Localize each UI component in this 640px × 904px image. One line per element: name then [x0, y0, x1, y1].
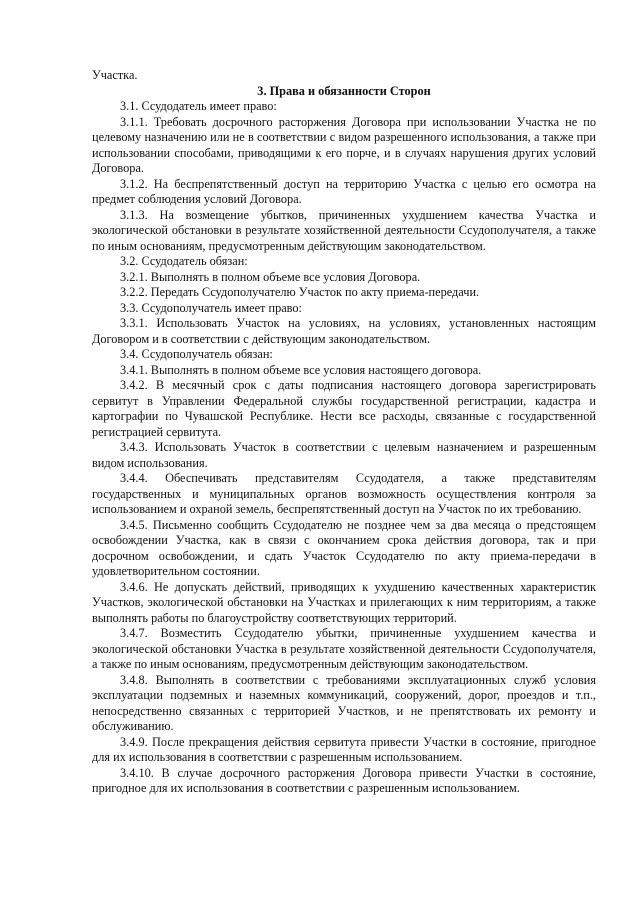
- section-body: [92, 99, 596, 797]
- paragraph-3-4-2: 3.4.2. В месячный срок с даты подписания настоящего договора зарегистрировать сервитут в Управлении Федеральной службы государственной регистрации, кадастра и картографии по Чувашской Республике. Нести все расходы, связанные с государственной регистрацией сервитута.: [92, 378, 596, 439]
- paragraph-3-2-2: 3.2.2. Передать Ссудополучателю Участок по акту приема-передачи.: [120, 285, 480, 299]
- paragraph-3-4-10: 3.4.10. В случае досрочного расторжения Договора привести Участки в состояние, пригодное для их использования в соответствии с разрешенным использованием.: [92, 765, 596, 795]
- paragraph-3-4-6: 3.4.6. Не допускать действий, приводящих к ухудшению качественных характеристик Участков, экологической обстановки на Участках и прилегающих к ним территориям, а также выполнять работы по благоустройству соответствующих территорий.: [92, 579, 596, 625]
- paragraph-3-4: 3.4. Ссудополучатель обязан:: [120, 347, 273, 361]
- paragraph-3-1-3: 3.1.3. На возмещение убытков, причиненных ухудшением качества Участка и экологической обстановки в результате хозяйственной деятельности Ссудополучателя, а также по иным основаниям, предусмотренным действующим законодательством.: [92, 207, 596, 253]
- paragraph-3-1-1: 3.1.1. Требовать досрочного расторжения Договора при использовании Участка не по целевому назначению или не в соответствии с видом разрешенного использования, а также при использовании способами, приводящими к его порче, и в случаях нарушения других условий Договора.: [92, 114, 596, 175]
- document-page: [92, 68, 596, 797]
- paragraph-3-1: 3.1. Ссудодатель имеет право:: [120, 99, 277, 113]
- paragraph-3-4-1: 3.4.1. Выполнять в полном объеме все условия настоящего договора.: [120, 362, 482, 377]
- paragraph-3-4-8: 3.4.8. Выполнять в соответствии с требованиями эксплуатационных служб условия эксплуатации подземных и наземных коммуникаций, сооружений, дорог, проездов и т.п., непосредственно связанных с территорией Участков, и не препятствовать их ремонту и обслуживанию.: [92, 672, 596, 733]
- paragraph-3-4-5: 3.4.5. Письменно сообщить Ссудодателю не позднее чем за два месяца о предстоящем освобождении Участка, как в связи с окончанием срока действия договора, так и при досрочном освобождении, и сдать Участок Ссудодателю по акту приема-передачи в удовлетворительном состоянии.: [92, 517, 596, 578]
- section-title: 3. Права и обязанности Сторон: [257, 83, 431, 98]
- paragraph-3-2: 3.2. Ссудодатель обязан:: [120, 254, 248, 268]
- paragraph-3-4-7: 3.4.7. Возместить Ссудодателю убытки, причиненные ухудшением качества и экологической обстановки Участка в результате хозяйственной деятельности Ссудополучателя, а также по иным основаниям, предусмотренным действующим законодательством.: [92, 626, 596, 671]
- paragraph-3-4-4: 3.4.4. Обеспечивать представителям Ссудодателя, а также представителям государственных и муниципальных органов возможность осуществления контроля за использованием и охраной земель, беспрепятственный доступ на Участок по их требованию.: [92, 471, 596, 516]
- paragraph-3-1-2: 3.1.2. На беспрепятственный доступ на территорию Участка с целью его осмотра на предмет соблюдения условий Договора.: [92, 176, 596, 206]
- paragraph-3-3-1: 3.3.1. Использовать Участок на условиях, на условиях, установленных настоящим Договором и в соответствии с действующим законодательством.: [92, 316, 596, 346]
- paragraph-3-2-1: 3.2.1. Выполнять в полном объеме все условия Договора.: [120, 269, 421, 284]
- paragraph-3-4-3: 3.4.3. Использовать Участок в соответствии с целевым назначением и разрешенным видом использования.: [92, 440, 596, 470]
- top-fragment: Участка.: [92, 68, 138, 82]
- paragraph-3-3: 3.3. Ссудополучатель имеет право:: [120, 300, 302, 315]
- paragraph-3-4-9: 3.4.9. После прекращения действия сервитута привести Участки в состояние, пригодное для их использования в соответствии с разрешенным использованием.: [92, 734, 596, 764]
